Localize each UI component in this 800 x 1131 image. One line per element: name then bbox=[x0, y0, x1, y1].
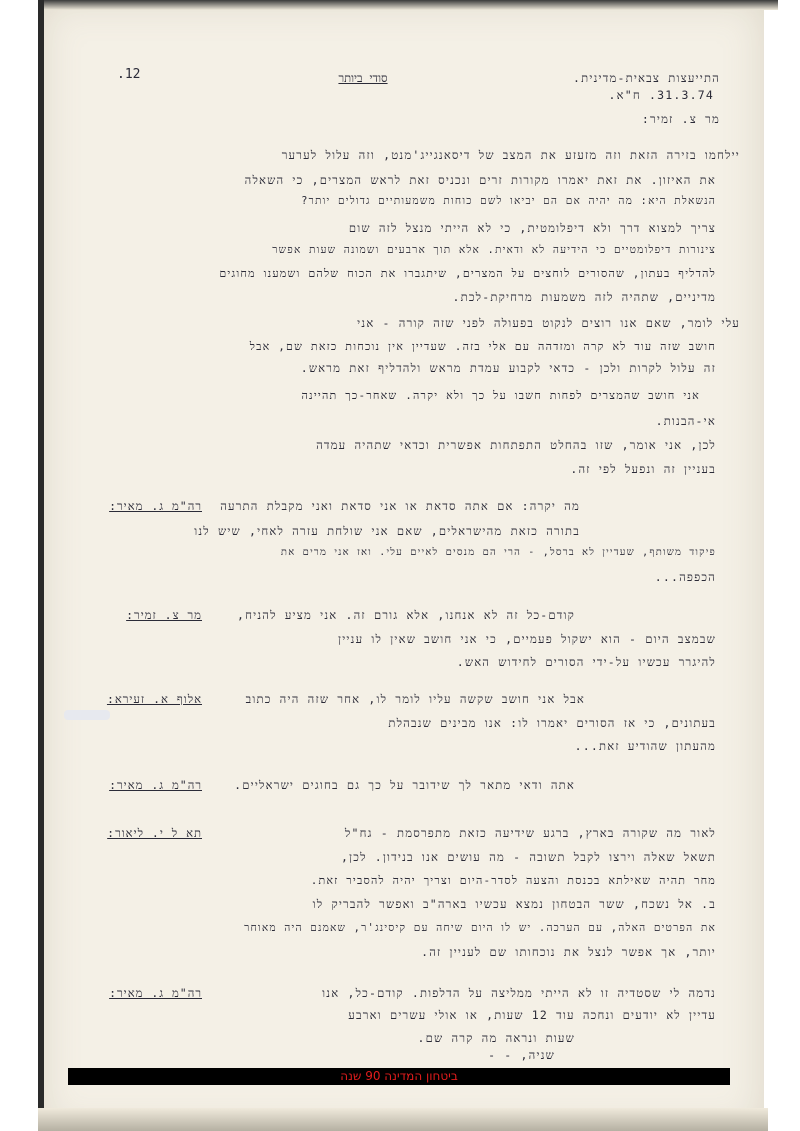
block5-line-4: ב. אל נשכח, ששר הבטחון נמצא עכשיו בארה"ב ואפשר להבריק לו bbox=[312, 897, 716, 911]
archive-stamp-banner: ביטחון המדינה 90 שנה bbox=[68, 1068, 730, 1085]
para1-line-3: הנשאלת היא: מה יהיה אם הם יביאו לשם כוחות משמעותיים גדולים יותר? bbox=[301, 195, 716, 207]
speaker-intro: מר צ. זמיר: bbox=[641, 112, 720, 126]
para5-line-2: בעניין זה ונפעל לפי זה. bbox=[570, 462, 716, 476]
speaker-lior: תא ל י. ליאור: bbox=[107, 826, 202, 840]
header-line-2: 31.3.74. ח"א. bbox=[608, 88, 714, 102]
header-line-1: התייעצות צבאית-מדינית. bbox=[573, 71, 720, 85]
page-number: .12 bbox=[117, 67, 141, 82]
speaker-zeira: אלוף א. זעירא: bbox=[106, 692, 202, 706]
block6-line-3: שעות ונראה מה קרה שם. bbox=[417, 1031, 575, 1045]
document-page bbox=[40, 0, 764, 1131]
block5-line-2: תשאל שאלה וירצו לקבל תשובה - מה עושים אנו בנידון. לכן, bbox=[341, 850, 716, 864]
speaker-golda-meir-3: רה"מ ג. מאיר: bbox=[109, 986, 202, 1000]
scan-bottom-edge bbox=[38, 1108, 768, 1131]
ink-smudge bbox=[64, 710, 110, 720]
block2-line-3: להיגרר עכשיו על-ידי הסורים לחידוש האש. bbox=[456, 655, 716, 669]
block5-line-3: מחר תהיה שאילתא בכנסת והצעה לסדר-היום וצריך יהיה להסביר זאת. bbox=[310, 874, 716, 887]
block5-line-6: יותר, אך אפשר לנצל את נוכחותו שם לעניין זה. bbox=[421, 945, 716, 959]
para4-line-2: אי-הבנות. bbox=[655, 414, 716, 428]
block3-line-3: מהעתון שהודיע זאת... bbox=[574, 739, 716, 753]
para5-line-1: לכן, אני אומר, שזו בהחלט התפתחות אפשרית וכדאי שתהיה עמדה bbox=[316, 438, 716, 452]
block3-line-2: בעתונים, כי אז הסורים יאמרו לו: אנו מבינים שנבהלת bbox=[388, 716, 716, 730]
para1-line-1: יילחמו בזירה הזאת וזה מזעזע את המצב של דיסאנגייג'מנט, וזה עלול לערער bbox=[281, 148, 740, 162]
scan-left-edge bbox=[38, 0, 44, 1131]
para2-line-3: להדליף בעתון, שהסורים לוחצים על המצרים, שיתגברו את הכוח שלהם ושמענו מחוגים bbox=[219, 267, 716, 280]
block5-line-1: לאור מה שקורה בארץ, ברגע שידיעה כזאת מתפרסמת - גח"ל bbox=[344, 826, 716, 840]
block2-line-2: שבמצב היום - הוא ישקול פעמיים, כי אני חושב שאין לו עניין bbox=[338, 632, 716, 646]
classification-title: סודי ביותר bbox=[338, 71, 388, 85]
speaker-golda-meir-2: רה"מ ג. מאיר: bbox=[109, 778, 202, 792]
scan-top-edge bbox=[38, 0, 778, 10]
block2-line-1: קודם-כל זה לא אנחנו, אלא גורם זה. אני מציע להניח, bbox=[237, 608, 575, 622]
block1-line-1: מה יקרה: אם אתה סדאת או אני סדאת ואני מקבלת התרעה bbox=[220, 499, 580, 513]
para3-line-3: זה עלול לקרות ולכן - כדאי לקבוע עמדת מראש ולהדליף זאת מראש. bbox=[300, 361, 716, 375]
block1-line-4: הכפפה... bbox=[654, 570, 716, 584]
block3-line-1: אבל אני חושב שקשה עליו לומר לו, אחר שזה היה כתוב bbox=[245, 692, 585, 706]
para4-line-1: אני חושב שהמצרים לפחות חשבו על כך ולא יקרה. שאחר-כך תהיינה bbox=[301, 389, 700, 402]
para2-line-4: מדיניים, שתהיה לזה משמעות מרחיקת-לכת. bbox=[452, 290, 716, 304]
block5-line-5: את הפרטים האלה, עם הערכה. יש לו היום שיחה עם קיסינג'ר, שאמנם היה מאוחר bbox=[244, 922, 716, 934]
block4-line-1: אתה ודאי מתאר לך שידובר על כך גם בחוגים ישראליים. bbox=[234, 778, 575, 792]
para3-line-1: עלי לומר, שאם אנו רוצים לנקוט בפעולה לפני שזה קורה - אני bbox=[357, 316, 740, 330]
block6-tail: שניה, - - bbox=[488, 1048, 555, 1062]
para3-line-2: חושב שזה עוד לא קרה ומזדהה עם אלי בזה. שעדיין אין נוכחות כזאת שם, אבל bbox=[249, 340, 716, 353]
para2-line-1: צריך למצוא דרך ולא דיפלומטית, כי לא הייתי מנצל לזה שום bbox=[348, 221, 716, 235]
block1-line-3: פיקוד משותף, שעדיין לא ברסל, - הרי הם מנסים לאיים עלי. ואז אני מרים את bbox=[280, 547, 716, 558]
speaker-golda-meir-1: רה"מ ג. מאיר: bbox=[109, 499, 202, 513]
speaker-zamir: מר צ. זמיר: bbox=[126, 608, 202, 622]
block6-line-1: נדמה לי שסטדיה זו לא הייתי ממליצה על הדלפות. קודם-כל, אנו bbox=[322, 986, 716, 1000]
para1-line-2: את האיזון. את זאת יאמרו מקורות זרים ונכניס זאת לראש המצרים, כי השאלה bbox=[244, 173, 716, 187]
block6-line-2: עדיין לא יודעים ונחכה עוד 12 שעות, או אולי עשרים וארבע bbox=[348, 1008, 716, 1022]
block1-line-2: בתורה כזאת מהישראלים, שאם אני שולחת עזרה לאחי, שיש לנו bbox=[194, 524, 580, 538]
para2-line-2: צינורות דיפלומטיים כי הידיעה לא ודאית. אלא תוך ארבעים ושמונה שעות אפשר bbox=[272, 244, 716, 256]
